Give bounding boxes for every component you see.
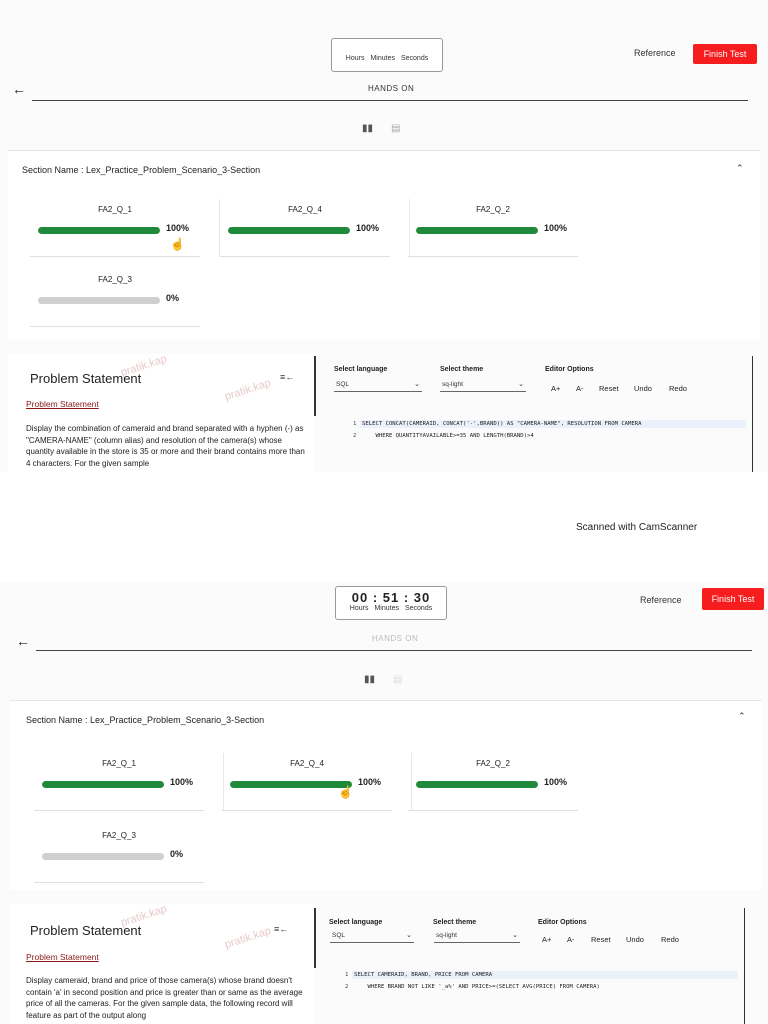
section-name: Section Name : Lex_Practice_Problem_Scenario_3-Section bbox=[26, 715, 265, 725]
question-percent: 100% bbox=[170, 777, 194, 787]
question-progress-bar bbox=[230, 781, 352, 788]
line-number: 2 bbox=[345, 984, 349, 990]
problem-panel bbox=[8, 354, 314, 472]
pane-divider[interactable] bbox=[314, 356, 316, 416]
back-arrow-icon[interactable]: ← bbox=[16, 633, 30, 649]
chevron-down-icon: ⌄ bbox=[512, 932, 518, 939]
chevron-down-icon: ⌄ bbox=[414, 381, 420, 388]
question-percent: 100% bbox=[166, 223, 190, 233]
font-increase-button[interactable]: A+ bbox=[551, 384, 561, 393]
timer-digits: 00 : 51 : 30 bbox=[351, 590, 431, 605]
question-label: FA2_Q_3 bbox=[102, 831, 136, 840]
question-percent: 100% bbox=[358, 777, 382, 787]
chevron-down-icon: ⌄ bbox=[518, 381, 524, 388]
question-progress-bar bbox=[38, 297, 160, 304]
split-view-icon[interactable]: ▮▮ bbox=[362, 123, 374, 134]
theme-value: sq-light bbox=[436, 932, 457, 939]
question-percent: 0% bbox=[166, 293, 180, 303]
split-view-icon[interactable]: ▮▮ bbox=[364, 674, 376, 685]
question-label: FA2_Q_2 bbox=[476, 205, 510, 214]
reset-button[interactable]: Reset bbox=[599, 384, 619, 393]
reset-button[interactable]: Reset bbox=[591, 935, 611, 944]
question-label: FA2_Q_1 bbox=[98, 205, 132, 214]
question-card[interactable] bbox=[408, 199, 598, 257]
problem-text: Display cameraid, brand and price of those camera(s) whose brand doesn't contain 'a' in second position and price is greater than or same as the average price of all the cameras. For the given sample data, the following record will feature as part of the output along bbox=[26, 976, 303, 1020]
tab-underline bbox=[36, 650, 752, 651]
question-card[interactable] bbox=[408, 753, 598, 811]
question-progress-bar bbox=[38, 227, 160, 234]
question-percent: 100% bbox=[544, 223, 568, 233]
hours-label: Hours bbox=[349, 605, 369, 612]
question-progress-bar bbox=[416, 227, 538, 234]
caret-up-icon[interactable]: ⌃ bbox=[736, 163, 744, 173]
redo-button[interactable]: Redo bbox=[661, 935, 679, 944]
progress-fill bbox=[42, 781, 164, 788]
language-label: Select language bbox=[329, 919, 383, 926]
question-label: FA2_Q_1 bbox=[102, 759, 136, 768]
language-value: SQL bbox=[332, 932, 346, 939]
reference-link[interactable]: Reference bbox=[640, 595, 682, 605]
problem-subtitle: Problem Statement bbox=[26, 952, 99, 962]
question-label: FA2_Q_2 bbox=[476, 759, 510, 768]
question-progress-bar bbox=[416, 781, 538, 788]
question-progress-bar bbox=[42, 781, 164, 788]
code-line[interactable]: SELECT CONCAT(CAMERAID, CONCAT('-',BRAND)) AS "CAMERA-NAME", RESOLUTION FROM CAMERA bbox=[362, 421, 642, 427]
seconds-label: Seconds bbox=[404, 605, 433, 612]
timer-digits bbox=[332, 39, 442, 55]
pane-divider[interactable] bbox=[314, 908, 316, 968]
camscanner-footer: Scanned with CamScanner bbox=[576, 522, 698, 533]
question-percent: 100% bbox=[356, 223, 380, 233]
tab-hands-on[interactable]: HANDS ON bbox=[372, 634, 419, 643]
minutes-label: Minutes bbox=[374, 605, 399, 612]
question-card[interactable] bbox=[34, 825, 224, 883]
font-decrease-button[interactable]: A- bbox=[576, 384, 584, 393]
question-card[interactable] bbox=[30, 269, 220, 327]
question-percent: 100% bbox=[544, 777, 568, 787]
language-label: Select language bbox=[334, 366, 388, 373]
progress-fill bbox=[416, 227, 538, 234]
timer bbox=[331, 38, 443, 72]
line-number: 1 bbox=[345, 972, 349, 978]
chevron-down-icon: ⌄ bbox=[406, 932, 412, 939]
problem-title: Problem Statement bbox=[30, 371, 142, 386]
timer bbox=[335, 586, 447, 620]
question-card[interactable] bbox=[34, 753, 224, 811]
stack-view-icon[interactable]: ▤ bbox=[391, 123, 401, 134]
stack-view-icon[interactable]: ▤ bbox=[393, 674, 403, 685]
question-percent: 0% bbox=[170, 849, 184, 859]
question-progress-bar bbox=[42, 853, 164, 860]
font-decrease-button[interactable]: A- bbox=[567, 935, 575, 944]
mouse-pointer-icon: ☝ bbox=[170, 237, 185, 251]
reference-link[interactable]: Reference bbox=[634, 48, 676, 58]
screenshot-2 bbox=[0, 582, 768, 1024]
window-edge bbox=[744, 908, 745, 1024]
theme-select[interactable] bbox=[440, 378, 526, 392]
problem-panel bbox=[10, 904, 314, 1024]
theme-label: Select theme bbox=[433, 919, 477, 926]
screenshot-1 bbox=[0, 0, 768, 472]
caret-up-icon[interactable]: ⌃ bbox=[738, 711, 746, 721]
question-card[interactable] bbox=[220, 199, 410, 257]
tab-underline bbox=[32, 100, 748, 101]
hours-label: Hours bbox=[345, 55, 365, 62]
finish-test-button[interactable]: Finish Test bbox=[693, 44, 757, 64]
editor-options-label: Editor Options bbox=[545, 366, 594, 373]
finish-test-button[interactable]: Finish Test bbox=[702, 588, 764, 610]
progress-fill bbox=[416, 781, 538, 788]
progress-fill bbox=[228, 227, 350, 234]
code-line[interactable]: WHERE BRAND NOT LIKE '_a%' AND PRICE>=(SELECT AVG(PRICE) FROM CAMERA) bbox=[354, 984, 600, 990]
watermark: pratik.kap bbox=[119, 902, 169, 930]
line-number: 2 bbox=[353, 433, 357, 439]
back-arrow-icon[interactable]: ← bbox=[12, 81, 26, 97]
redo-button[interactable]: Redo bbox=[669, 384, 687, 393]
line-number: 1 bbox=[353, 421, 357, 427]
theme-select[interactable] bbox=[434, 929, 520, 943]
problem-subtitle: Problem Statement bbox=[26, 399, 99, 409]
undo-button[interactable]: Undo bbox=[634, 384, 652, 393]
question-progress-bar bbox=[228, 227, 350, 234]
font-increase-button[interactable]: A+ bbox=[542, 935, 552, 944]
code-line[interactable]: SELECT CAMERAID, BRAND, PRICE FROM CAMERA bbox=[354, 972, 493, 978]
view-toggle bbox=[362, 123, 400, 134]
progress-fill bbox=[230, 781, 352, 788]
collapse-panel-icon[interactable]: ≡← bbox=[280, 372, 295, 382]
theme-label: Select theme bbox=[440, 366, 484, 373]
problem-text: Display the combination of cameraid and brand separated with a hyphen (-) as "CAMERA-NAME" (column alias) and resolution of the camera(s) whose quantity available in the store is 35 or more and their brand contains more than 4 characters. For the given sample bbox=[26, 424, 305, 468]
view-toggle bbox=[364, 674, 402, 685]
code-line[interactable]: WHERE QUANTITYAVAILABLE>=35 AND LENGTH(BRAND)>4 bbox=[362, 433, 534, 439]
window-edge bbox=[752, 356, 753, 472]
question-label: FA2_Q_4 bbox=[288, 205, 322, 214]
language-select[interactable] bbox=[330, 929, 414, 943]
language-select[interactable] bbox=[334, 378, 422, 392]
watermark: pratik.kap bbox=[223, 924, 273, 952]
mouse-pointer-icon: ☝ bbox=[338, 785, 353, 799]
language-value: SQL bbox=[336, 381, 350, 388]
watermark: pratik.kap bbox=[223, 376, 273, 404]
section-name: Section Name : Lex_Practice_Problem_Scenario_3-Section bbox=[22, 165, 261, 175]
question-label: FA2_Q_4 bbox=[290, 759, 324, 768]
editor-options-label: Editor Options bbox=[538, 919, 587, 926]
question-card[interactable] bbox=[30, 199, 220, 257]
seconds-label: Seconds bbox=[400, 55, 429, 62]
undo-button[interactable]: Undo bbox=[626, 935, 644, 944]
section-panel bbox=[10, 700, 762, 890]
collapse-panel-icon[interactable]: ≡← bbox=[274, 924, 289, 934]
problem-title: Problem Statement bbox=[30, 923, 142, 938]
minutes-label: Minutes bbox=[370, 55, 395, 62]
question-label: FA2_Q_3 bbox=[98, 275, 132, 284]
tab-hands-on[interactable]: HANDS ON bbox=[368, 84, 415, 93]
progress-fill bbox=[38, 227, 160, 234]
question-card[interactable] bbox=[222, 753, 412, 811]
watermark: pratik.kap bbox=[119, 352, 169, 380]
section-panel bbox=[8, 150, 760, 340]
theme-value: sq-light bbox=[442, 381, 463, 388]
